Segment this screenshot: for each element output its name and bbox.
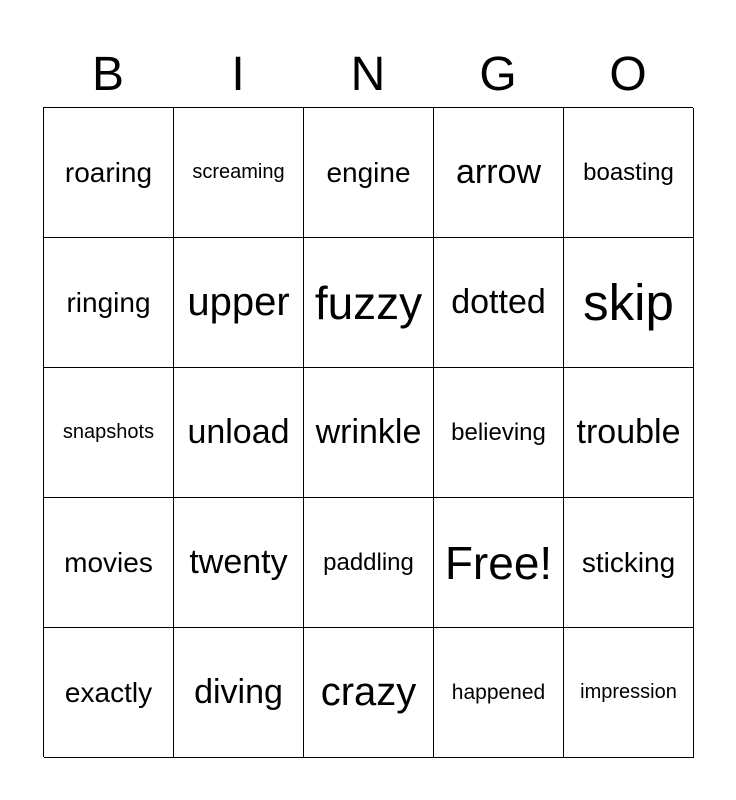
- bingo-cell: diving: [174, 628, 304, 758]
- free-space-cell: Free!: [434, 498, 564, 628]
- bingo-cell: roaring: [44, 108, 174, 238]
- bingo-cell: ringing: [44, 238, 174, 368]
- bingo-cell: impression: [564, 628, 694, 758]
- bingo-cell: paddling: [304, 498, 434, 628]
- header-letter-g: G: [479, 48, 517, 101]
- bingo-cell: screaming: [174, 108, 304, 238]
- bingo-cell: unload: [174, 368, 304, 498]
- bingo-cell: upper: [174, 238, 304, 368]
- bingo-cell: skip: [564, 238, 694, 368]
- bingo-header: [43, 44, 693, 106]
- bingo-cell: arrow: [434, 108, 564, 238]
- bingo-cell: movies: [44, 498, 174, 628]
- bingo-cell: believing: [434, 368, 564, 498]
- bingo-cell: snapshots: [44, 368, 174, 498]
- bingo-board: [43, 107, 693, 757]
- bingo-cell: sticking: [564, 498, 694, 628]
- bingo-cell: exactly: [44, 628, 174, 758]
- header-letter-o: O: [609, 48, 647, 101]
- bingo-cell: wrinkle: [304, 368, 434, 498]
- bingo-cell: twenty: [174, 498, 304, 628]
- bingo-cell: happened: [434, 628, 564, 758]
- bingo-cell: boasting: [564, 108, 694, 238]
- bingo-cell: crazy: [304, 628, 434, 758]
- bingo-cell: dotted: [434, 238, 564, 368]
- header-letter-i: I: [231, 48, 245, 101]
- header-letter-n: N: [350, 48, 386, 101]
- bingo-cell: trouble: [564, 368, 694, 498]
- bingo-cell: fuzzy: [304, 238, 434, 368]
- header-letter-b: B: [91, 48, 124, 101]
- bingo-cell: engine: [304, 108, 434, 238]
